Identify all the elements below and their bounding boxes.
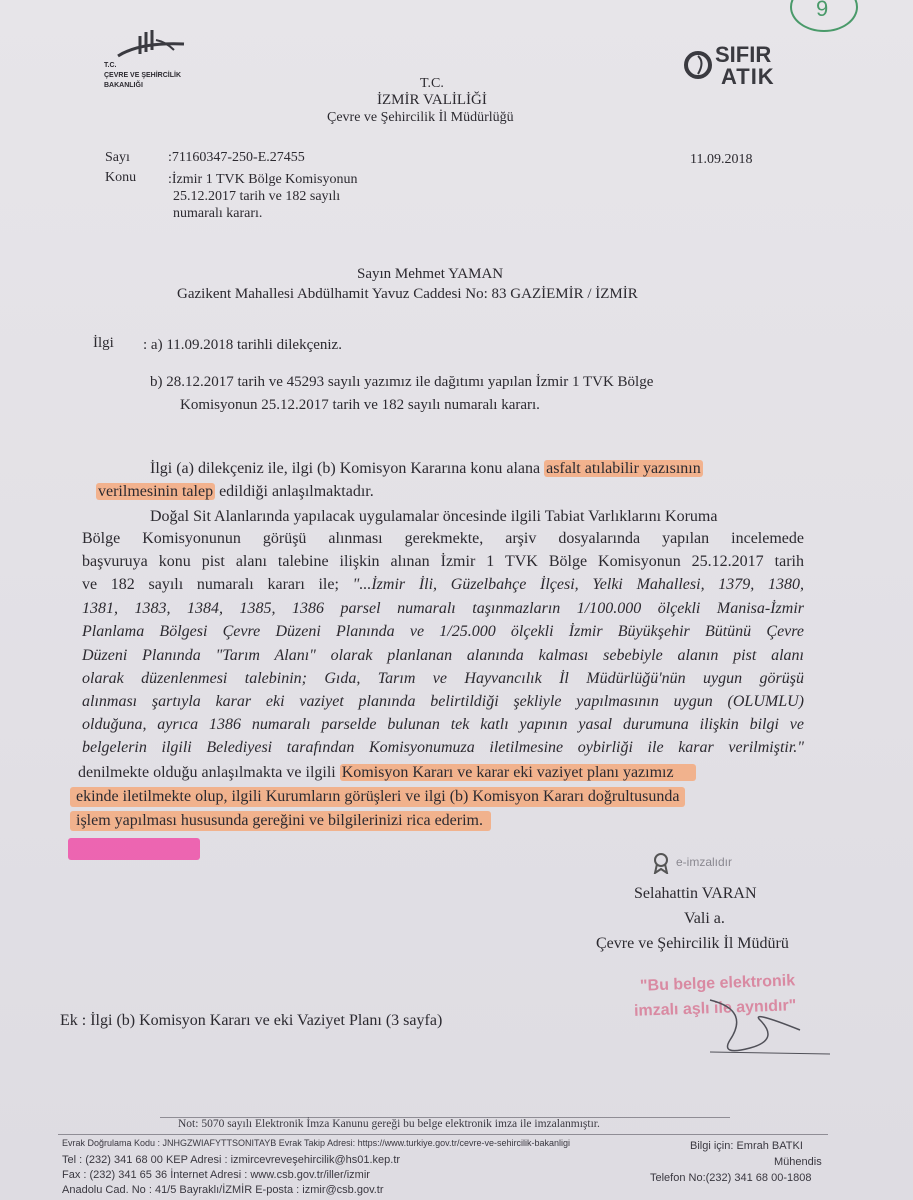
highlight-issuance-request: verilmesinin talep	[98, 483, 214, 500]
page-number-text: 9	[816, 0, 829, 21]
header-title-directorate: Çevre ve Şehircilik İl Müdürlüğü	[327, 110, 514, 125]
konu-line-2: 25.12.2017 tarih ve 182 sayılı	[173, 189, 341, 204]
footer-contact-role: Mühendis	[774, 1156, 822, 1168]
body-p1-line-2	[96, 483, 374, 501]
recipient-address: Gazikent Mahallesi Abdülhamit Yavuz Caddesi No: 83 GAZİEMİR / İZMİR	[177, 286, 638, 302]
konu-line-1: :İzmir 1 TVK Bölge Komisyonun	[168, 172, 358, 187]
body-p2-line-4	[82, 576, 804, 594]
header-title-tc: T.C.	[420, 76, 444, 91]
konu-label: Konu	[105, 170, 137, 185]
handwritten-signature	[690, 990, 840, 1060]
body-p2-line-4-quote: "...İzmir İli, Güzelbahçe İlçesi, Yelki Mahallesi, 1379, 1380,	[352, 576, 804, 593]
signatory-title-2: Çevre ve Şehircilik İl Müdürü	[596, 935, 789, 952]
footer-phone-kep: Tel : (232) 341 68 00 KEP Adresi : izmircevreveşehircilik@hs01.kep.tr	[62, 1154, 401, 1166]
sayi-value: :71160347-250-E.27455	[168, 150, 305, 165]
body-p2-line-3: başvuruya konu pist alanı talebine ilişkin alınan İzmir 1 TVK Bölge Komisyonun 25.12.2017 tarih	[82, 553, 804, 570]
footer-legal-note: Not: 5070 sayılı Elektronik İmza Kanunu gereği bu belge elektronik imza ile imzalanmıştır.	[178, 1118, 600, 1130]
body-p2-line-11: belgelerin ilgili Belediyesi tarafından Komisyonumuza iletilmesine oybirliği ile karar verilmiştir."	[82, 739, 804, 756]
body-p2-line-12-text: denilmekte olduğu anlaşılmakta ve ilgili	[78, 764, 340, 781]
zero-waste-emblem-icon	[683, 50, 713, 80]
body-p2-line-7: Düzeni Planında "Tarım Alanı" olarak planlanan alanında kalması sebebiyle alanın pist alanı	[82, 647, 804, 664]
signatory-name: Selahattin VARAN	[634, 885, 757, 902]
body-p2-line-6: Planlama Bölgesi Çevre Düzeni Planında ve 1/25.000 ölçekli İzmir Büyükşehir Bütünü Çevre	[82, 623, 804, 640]
attachment-note: Ek : İlgi (b) Komisyon Kararı ve eki Vaziyet Planı (3 sayfa)	[60, 1012, 443, 1029]
pink-highlight-mark	[68, 838, 200, 860]
esign-label: e-imzalıdır	[676, 855, 733, 869]
body-p2-line-13: ekinde iletilmekte olup, ilgili Kurumların görüşleri ve ilgi (b) Komisyon Kararı doğrultusunda	[70, 787, 685, 807]
body-p2-line-8: olarak düzenlenmesi talebinin; Gıda, Tarım ve Hayvancılık İl Müdürlüğü'nün uygun görüşü	[82, 670, 804, 687]
body-p1-line-2-text: edildiği anlaşılmaktadır.	[219, 483, 374, 500]
zero-waste-logo	[683, 42, 793, 98]
ministry-logo-line-3: BAKANLIĞI	[104, 82, 143, 89]
body-p2-line-2: Bölge Komisyonunun görüşü alınması gerekmekte, arşiv dosyalarında yapılan incelemede	[82, 530, 804, 547]
header-title-governorship: İZMİR VALİLİĞİ	[377, 92, 487, 108]
konu-line-3: numaralı kararı.	[173, 206, 263, 221]
ministry-logo-line-1: T.C.	[104, 62, 117, 69]
authenticity-stamp-line-2: imzalı aşlı ile aynıdır"	[633, 997, 797, 1020]
ministry-logo-line-2: ÇEVRE VE ŞEHİRCİLİK	[104, 72, 182, 79]
ribbon-seal-icon	[652, 852, 670, 874]
authenticity-stamp-line-1: "Bu belge elektronik	[639, 972, 796, 995]
sayi-label: Sayı	[105, 150, 130, 165]
recipient-name: Sayın Mehmet YAMAN	[357, 266, 504, 282]
body-p2-line-9: alınması şartıyla karar eki vaziyet planında belirtildiği şekliyle yapılmasının uygun (OLUMLU)	[82, 693, 804, 710]
footer-verification-line: Evrak Doğrulama Kodu : JNHGZWIAFYTTSONITAYB Evrak Takip Adresi: https://www.turkiye.gov.tr/cevre-ve-sehircilik-bakanligi	[62, 1138, 570, 1148]
highlight-commission-decision: Komisyon Kararı ve karar eki vaziyet planı yazımız	[340, 764, 696, 781]
ilgi-a: : a) 11.09.2018 tarihli dilekçeniz.	[143, 337, 342, 353]
footer-contact-phone: Telefon No:(232) 341 68 00-1808	[650, 1172, 812, 1184]
footer-fax-web: Fax : (232) 341 65 36 İnternet Adresi : www.csb.gov.tr/iller/izmir	[62, 1169, 370, 1181]
footer-contact-person: Bilgi için: Emrah BATKI	[690, 1140, 803, 1152]
ministry-emblem-icon	[110, 28, 190, 62]
body-p2-line-5: 1381, 1383, 1384, 1385, 1386 parsel numaralı taşınmazların 1/100.000 ölçekli Manisa-İzmir	[82, 600, 804, 617]
zero-waste-logo-line-2: ATIK	[721, 64, 775, 89]
footer-divider	[58, 1134, 828, 1135]
ministry-logo	[96, 28, 216, 100]
body-p2-line-12	[78, 764, 696, 782]
ilgi-b-line-1: b) 28.12.2017 tarih ve 45293 sayılı yazımız ile dağıtımı yapılan İzmir 1 TVK Bölge	[150, 374, 654, 390]
body-p2-line-10: olduğuna, ayrıca 1386 numaralı parselde bulunan tek katlı yapının yasal durumuna ilişkin bilgi ve	[82, 716, 804, 733]
body-p1-line-1	[150, 460, 703, 478]
zero-waste-logo-line-1: SIFIR	[715, 42, 772, 67]
body-p1-line-1-text: İlgi (a) dilekçeniz ile, ilgi (b) Komisyon Kararına konu alana	[150, 460, 541, 477]
signatory-title-1: Vali a.	[684, 910, 725, 927]
body-p2-line-14: işlem yapılması hususunda gereğini ve bilgilerinizi rica ederim.	[70, 811, 491, 831]
footer-address-email: Anadolu Cad. No : 41/5 Bayraklı/İZMİR E-posta : izmir@csb.gov.tr	[62, 1184, 384, 1196]
ilgi-label: İlgi	[93, 335, 114, 351]
body-p2-line-4-text: ve 182 sayılı numaralı kararı ile;	[82, 576, 353, 593]
body-p2-line-1: Doğal Sit Alanlarında yapılacak uygulamalar öncesinde ilgili Tabiat Varlıklarını Koruma	[150, 508, 718, 525]
highlight-asphalt-request: asfalt atılabilir yazısının	[546, 460, 701, 477]
document-date: 11.09.2018	[690, 152, 753, 167]
page-number-mark	[790, 0, 858, 32]
ilgi-b-line-2: Komisyonun 25.12.2017 tarih ve 182 sayılı numaralı kararı.	[180, 397, 540, 413]
